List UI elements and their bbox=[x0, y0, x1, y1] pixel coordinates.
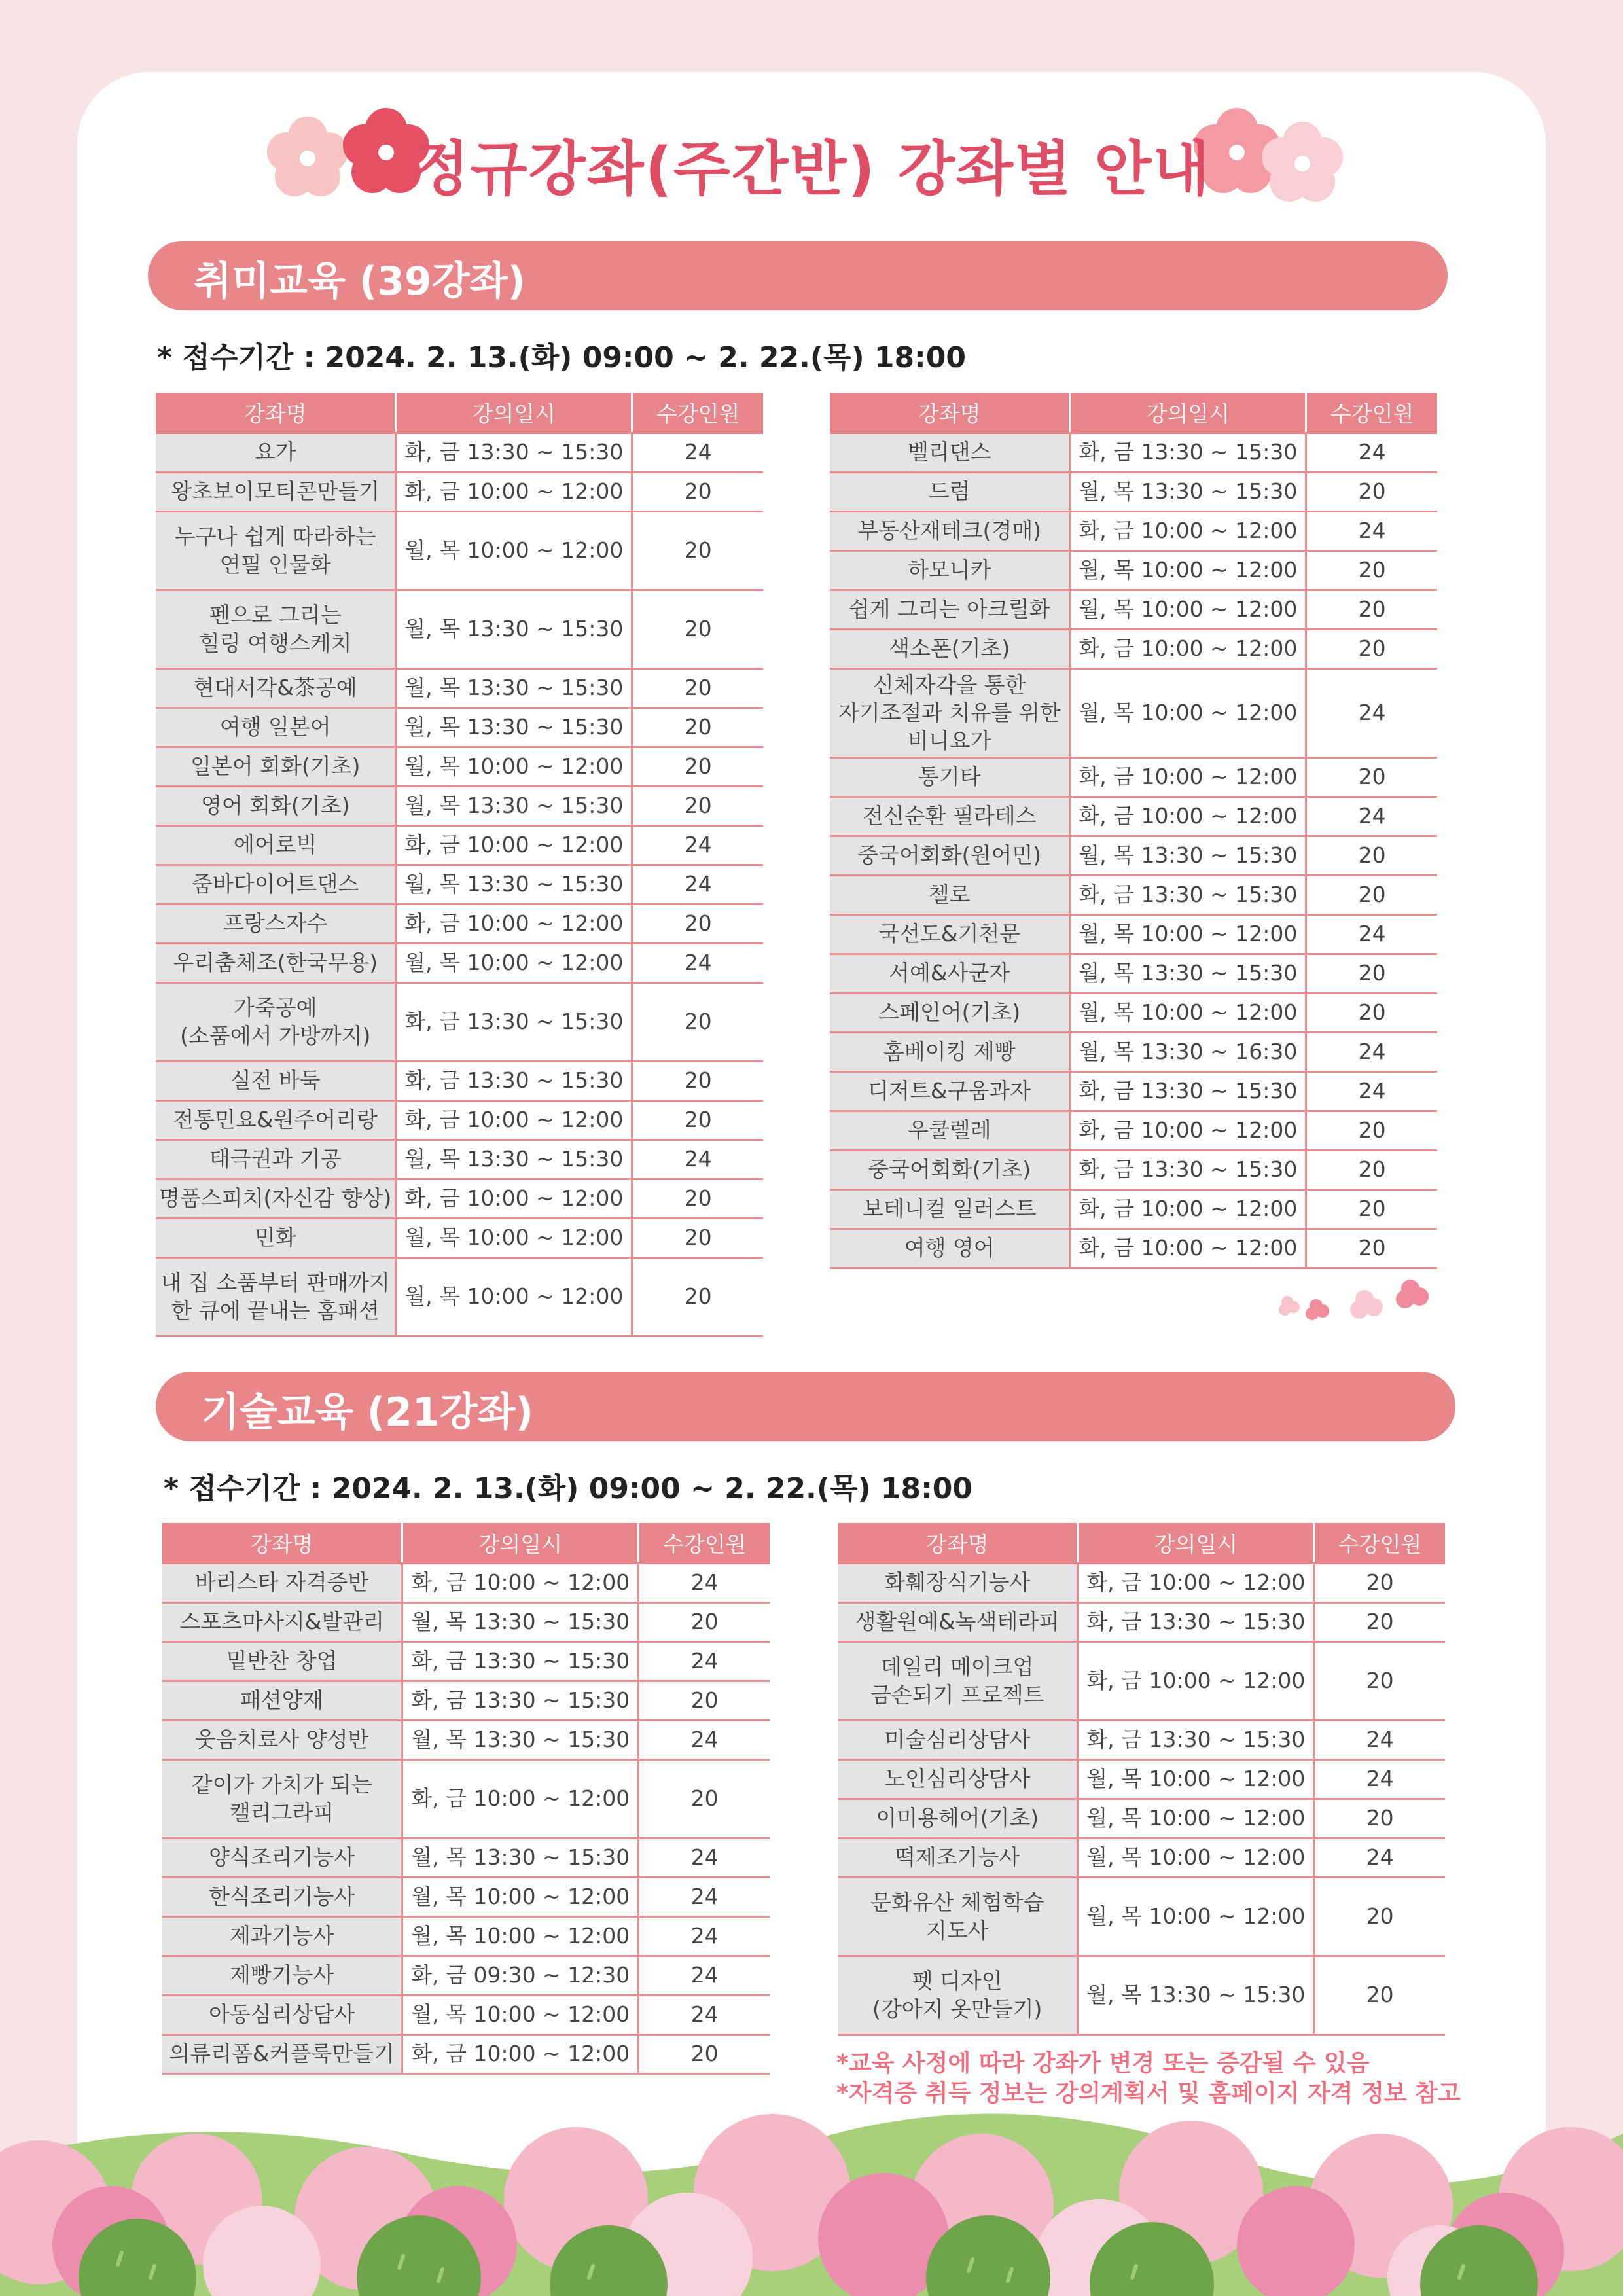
page-title: 정규강좌(주간반) 강좌별 안내 bbox=[412, 135, 1211, 204]
course-name: 한식조리기능사 bbox=[162, 1878, 402, 1917]
table-row bbox=[156, 1179, 763, 1219]
course-schedule: 월, 목 13:30 ~ 15:30 bbox=[396, 590, 632, 669]
course-schedule: 월, 목 10:00 ~ 12:00 bbox=[1078, 1799, 1314, 1839]
course-schedule: 월, 목 10:00 ~ 12:00 bbox=[402, 1996, 639, 2035]
col-header-name: 강좌명 bbox=[162, 1523, 402, 1564]
course-capacity: 20 bbox=[1306, 473, 1437, 512]
course-capacity: 20 bbox=[1306, 1111, 1437, 1151]
table-row bbox=[156, 1140, 763, 1179]
course-schedule: 월, 목 10:00 ~ 12:00 bbox=[402, 1917, 639, 1956]
course-name: 홈베이킹 제빵 bbox=[830, 1033, 1070, 1072]
table-row bbox=[830, 1151, 1437, 1190]
course-name: 밑반찬 창업 bbox=[162, 1642, 402, 1681]
section-header-hobby bbox=[148, 241, 1448, 310]
course-schedule: 화, 금 10:00 ~ 12:00 bbox=[1078, 1564, 1314, 1603]
table-row bbox=[162, 1878, 770, 1917]
course-name: 이미용헤어(기초) bbox=[838, 1799, 1078, 1839]
course-name: 제과기능사 bbox=[162, 1917, 402, 1956]
course-schedule: 월, 목 13:30 ~ 15:30 bbox=[396, 787, 632, 826]
course-capacity: 20 bbox=[632, 983, 763, 1062]
course-capacity: 20 bbox=[1306, 630, 1437, 669]
course-capacity: 20 bbox=[632, 1179, 763, 1219]
course-schedule: 화, 금 10:00 ~ 12:00 bbox=[396, 1179, 632, 1219]
course-name: 첼로 bbox=[830, 876, 1070, 915]
col-header-capacity: 수강인원 bbox=[1314, 1523, 1445, 1564]
course-schedule: 화, 금 10:00 ~ 12:00 bbox=[402, 2035, 639, 2074]
table-row bbox=[838, 1878, 1445, 1956]
course-name: 누구나 쉽게 따라하는 연필 인물화 bbox=[156, 512, 396, 590]
course-schedule: 화, 금 13:30 ~ 15:30 bbox=[396, 983, 632, 1062]
table-row bbox=[162, 1642, 770, 1681]
registration-period: * 접수기간 : 2024. 2. 13.(화) 09:00 ~ 2. 22.(목) 18:00 bbox=[157, 341, 966, 374]
course-name: 의류리폼&커플룩만들기 bbox=[162, 2035, 402, 2074]
table-row bbox=[830, 994, 1437, 1033]
course-schedule: 월, 목 13:30 ~ 15:30 bbox=[396, 708, 632, 747]
course-capacity: 24 bbox=[639, 1642, 770, 1681]
table-row bbox=[162, 1681, 770, 1721]
course-capacity: 20 bbox=[1306, 1151, 1437, 1190]
course-schedule: 월, 목 13:30 ~ 15:30 bbox=[396, 865, 632, 905]
course-schedule: 월, 목 10:00 ~ 12:00 bbox=[1078, 1760, 1314, 1799]
course-name: 현대서각&茶공예 bbox=[156, 669, 396, 708]
table-row bbox=[162, 1956, 770, 1996]
course-name: 보테니컬 일러스트 bbox=[830, 1190, 1070, 1229]
course-schedule: 월, 목 10:00 ~ 12:00 bbox=[1070, 915, 1306, 954]
col-header-capacity: 수강인원 bbox=[639, 1523, 770, 1564]
table-row bbox=[830, 473, 1437, 512]
course-name: 전신순환 필라테스 bbox=[830, 797, 1070, 836]
table-row bbox=[838, 1721, 1445, 1760]
course-capacity: 20 bbox=[1306, 590, 1437, 630]
course-schedule: 화, 금 10:00 ~ 12:00 bbox=[1070, 512, 1306, 551]
section-title: 기술교육 (21강좌) bbox=[202, 1390, 533, 1435]
course-schedule: 화, 금 10:00 ~ 12:00 bbox=[1070, 630, 1306, 669]
course-capacity: 24 bbox=[632, 433, 763, 473]
col-header-capacity: 수강인원 bbox=[632, 393, 763, 433]
course-schedule: 월, 목 10:00 ~ 12:00 bbox=[1070, 551, 1306, 590]
course-capacity: 24 bbox=[639, 1878, 770, 1917]
course-capacity: 24 bbox=[639, 1839, 770, 1878]
course-name: 생활원예&녹색테라피 bbox=[838, 1603, 1078, 1642]
course-schedule: 월, 목 13:30 ~ 15:30 bbox=[1070, 954, 1306, 994]
course-name: 웃음치료사 양성반 bbox=[162, 1721, 402, 1760]
course-capacity: 20 bbox=[639, 1681, 770, 1721]
course-table-tech-left bbox=[162, 1523, 770, 2075]
course-name: 디저트&구움과자 bbox=[830, 1072, 1070, 1111]
course-capacity: 24 bbox=[1306, 669, 1437, 758]
course-schedule: 화, 금 13:30 ~ 15:30 bbox=[1078, 1721, 1314, 1760]
table-row bbox=[162, 2035, 770, 2074]
course-name: 패션양재 bbox=[162, 1681, 402, 1721]
table-row bbox=[156, 473, 763, 512]
course-schedule: 월, 목 10:00 ~ 12:00 bbox=[1070, 994, 1306, 1033]
course-capacity: 24 bbox=[1306, 512, 1437, 551]
course-name: 에어로빅 bbox=[156, 826, 396, 865]
course-schedule: 월, 목 10:00 ~ 12:00 bbox=[1070, 590, 1306, 630]
table-row bbox=[156, 826, 763, 865]
course-schedule: 화, 금 10:00 ~ 12:00 bbox=[402, 1564, 639, 1603]
course-name: 제빵기능사 bbox=[162, 1956, 402, 1996]
course-capacity: 20 bbox=[632, 473, 763, 512]
course-capacity: 20 bbox=[632, 1258, 763, 1336]
course-name: 줌바다이어트댄스 bbox=[156, 865, 396, 905]
course-schedule: 월, 목 13:30 ~ 15:30 bbox=[402, 1603, 639, 1642]
section-header-tech bbox=[156, 1372, 1455, 1441]
course-capacity: 24 bbox=[1306, 1033, 1437, 1072]
table-row bbox=[162, 1721, 770, 1760]
table-row bbox=[830, 1190, 1437, 1229]
table-row bbox=[162, 1839, 770, 1878]
course-schedule: 월, 목 13:30 ~ 15:30 bbox=[402, 1721, 639, 1760]
course-name: 쉽게 그리는 아크릴화 bbox=[830, 590, 1070, 630]
course-name: 펫 디자인 (강아지 옷만들기) bbox=[838, 1956, 1078, 2035]
table-row bbox=[830, 512, 1437, 551]
table-row bbox=[830, 551, 1437, 590]
course-name: 실전 바둑 bbox=[156, 1062, 396, 1101]
course-name: 중국어회화(원어민) bbox=[830, 836, 1070, 876]
course-schedule: 화, 금 10:00 ~ 12:00 bbox=[1070, 797, 1306, 836]
course-name: 가죽공예 (소품에서 가방까지) bbox=[156, 983, 396, 1062]
course-capacity: 20 bbox=[1306, 551, 1437, 590]
table-row bbox=[162, 1760, 770, 1839]
course-schedule: 월, 목 10:00 ~ 12:00 bbox=[396, 1258, 632, 1336]
course-name: 왕초보이모티콘만들기 bbox=[156, 473, 396, 512]
course-capacity: 24 bbox=[639, 1996, 770, 2035]
course-schedule: 화, 금 10:00 ~ 12:00 bbox=[402, 1760, 639, 1839]
course-schedule: 화, 금 13:30 ~ 15:30 bbox=[396, 433, 632, 473]
course-schedule: 화, 금 10:00 ~ 12:00 bbox=[396, 1101, 632, 1140]
course-capacity: 20 bbox=[1314, 1956, 1445, 2035]
course-name: 우쿨렐레 bbox=[830, 1111, 1070, 1151]
course-schedule: 화, 금 13:30 ~ 15:30 bbox=[1070, 876, 1306, 915]
course-capacity: 24 bbox=[632, 1140, 763, 1179]
cherry-blossom-cluster-icon bbox=[1273, 1280, 1430, 1332]
course-capacity: 20 bbox=[632, 1219, 763, 1258]
course-name: 드럼 bbox=[830, 473, 1070, 512]
course-capacity: 24 bbox=[632, 865, 763, 905]
table-row bbox=[838, 1564, 1445, 1603]
col-header-time: 강의일시 bbox=[396, 393, 632, 433]
course-name: 같이가 가치가 되는 캘리그라피 bbox=[162, 1760, 402, 1839]
course-name: 스포츠마사지&발관리 bbox=[162, 1603, 402, 1642]
course-capacity: 24 bbox=[1306, 1072, 1437, 1111]
course-capacity: 20 bbox=[1306, 1190, 1437, 1229]
course-schedule: 화, 금 10:00 ~ 12:00 bbox=[396, 826, 632, 865]
course-schedule: 월, 목 13:30 ~ 16:30 bbox=[1070, 1033, 1306, 1072]
course-capacity: 24 bbox=[639, 1917, 770, 1956]
course-capacity: 20 bbox=[639, 1760, 770, 1839]
course-schedule: 화, 금 09:30 ~ 12:30 bbox=[402, 1956, 639, 1996]
course-capacity: 24 bbox=[639, 1721, 770, 1760]
course-schedule: 월, 목 13:30 ~ 15:30 bbox=[1078, 1956, 1314, 2035]
course-name: 데일리 메이크업 금손되기 프로젝트 bbox=[838, 1642, 1078, 1721]
course-schedule: 화, 금 13:30 ~ 15:30 bbox=[1070, 433, 1306, 473]
course-name: 통기타 bbox=[830, 758, 1070, 797]
course-name: 우리춤체조(한국무용) bbox=[156, 944, 396, 983]
course-schedule: 화, 금 10:00 ~ 12:00 bbox=[396, 473, 632, 512]
footnote: *교육 사정에 따라 강좌가 변경 또는 증감될 수 있음 bbox=[836, 2050, 1370, 2077]
table-row bbox=[156, 1219, 763, 1258]
table-row bbox=[830, 876, 1437, 915]
col-header-time: 강의일시 bbox=[1078, 1523, 1314, 1564]
course-name: 명품스피치(자신감 향상) bbox=[156, 1179, 396, 1219]
course-schedule: 화, 금 13:30 ~ 15:30 bbox=[402, 1681, 639, 1721]
course-capacity: 24 bbox=[1314, 1839, 1445, 1878]
course-schedule: 월, 목 13:30 ~ 15:30 bbox=[396, 669, 632, 708]
course-capacity: 20 bbox=[1306, 876, 1437, 915]
course-capacity: 20 bbox=[632, 669, 763, 708]
course-schedule: 월, 목 13:30 ~ 15:30 bbox=[396, 1140, 632, 1179]
table-row bbox=[830, 433, 1437, 473]
course-capacity: 20 bbox=[632, 1101, 763, 1140]
table-row bbox=[838, 1603, 1445, 1642]
table-row bbox=[156, 983, 763, 1062]
table-row bbox=[830, 669, 1437, 758]
table-row bbox=[156, 905, 763, 944]
course-capacity: 20 bbox=[1306, 954, 1437, 994]
table-row bbox=[156, 433, 763, 473]
course-name: 서예&사군자 bbox=[830, 954, 1070, 994]
course-capacity: 24 bbox=[1314, 1760, 1445, 1799]
col-header-time: 강의일시 bbox=[1070, 393, 1306, 433]
course-name: 전통민요&원주어리랑 bbox=[156, 1101, 396, 1140]
table-row bbox=[838, 1839, 1445, 1878]
course-name: 바리스타 자격증반 bbox=[162, 1564, 402, 1603]
course-name: 요가 bbox=[156, 433, 396, 473]
table-row bbox=[156, 590, 763, 669]
course-capacity: 20 bbox=[1314, 1564, 1445, 1603]
course-name: 부동산재테크(경매) bbox=[830, 512, 1070, 551]
table-row bbox=[156, 1101, 763, 1140]
course-name: 프랑스자수 bbox=[156, 905, 396, 944]
course-schedule: 화, 금 10:00 ~ 12:00 bbox=[1070, 1111, 1306, 1151]
table-row bbox=[830, 1229, 1437, 1268]
course-schedule: 월, 목 10:00 ~ 12:00 bbox=[1078, 1878, 1314, 1956]
course-name: 일본어 회화(기초) bbox=[156, 747, 396, 787]
course-schedule: 월, 목 10:00 ~ 12:00 bbox=[396, 1219, 632, 1258]
course-capacity: 20 bbox=[632, 747, 763, 787]
course-capacity: 20 bbox=[1306, 994, 1437, 1033]
table-row bbox=[156, 944, 763, 983]
section-title: 취미교육 (39강좌) bbox=[194, 259, 526, 304]
course-capacity: 24 bbox=[632, 826, 763, 865]
course-capacity: 20 bbox=[1314, 1799, 1445, 1839]
course-schedule: 화, 금 10:00 ~ 12:00 bbox=[1070, 758, 1306, 797]
table-row bbox=[838, 1760, 1445, 1799]
table-row bbox=[830, 797, 1437, 836]
course-schedule: 월, 목 10:00 ~ 12:00 bbox=[396, 747, 632, 787]
table-row bbox=[830, 1111, 1437, 1151]
course-schedule: 화, 금 10:00 ~ 12:00 bbox=[396, 905, 632, 944]
table-row bbox=[156, 787, 763, 826]
table-row bbox=[830, 954, 1437, 994]
course-table-hobby-right bbox=[830, 393, 1437, 1269]
course-name: 문화유산 체험학습 지도사 bbox=[838, 1878, 1078, 1956]
course-capacity: 20 bbox=[632, 905, 763, 944]
course-schedule: 월, 목 13:30 ~ 15:30 bbox=[1070, 836, 1306, 876]
table-row bbox=[838, 1799, 1445, 1839]
course-capacity: 20 bbox=[1306, 1229, 1437, 1268]
course-capacity: 24 bbox=[639, 1956, 770, 1996]
course-capacity: 20 bbox=[639, 2035, 770, 2074]
course-schedule: 화, 금 13:30 ~ 15:30 bbox=[1070, 1151, 1306, 1190]
course-capacity: 20 bbox=[632, 512, 763, 590]
course-capacity: 20 bbox=[632, 590, 763, 669]
course-schedule: 화, 금 10:00 ~ 12:00 bbox=[1070, 1229, 1306, 1268]
course-capacity: 20 bbox=[639, 1603, 770, 1642]
course-name: 스페인어(기초) bbox=[830, 994, 1070, 1033]
course-capacity: 24 bbox=[1306, 433, 1437, 473]
course-capacity: 24 bbox=[1314, 1721, 1445, 1760]
table-row bbox=[830, 836, 1437, 876]
course-capacity: 24 bbox=[639, 1564, 770, 1603]
course-name: 하모니카 bbox=[830, 551, 1070, 590]
col-header-capacity: 수강인원 bbox=[1306, 393, 1437, 433]
col-header-name: 강좌명 bbox=[838, 1523, 1078, 1564]
course-name: 색소폰(기초) bbox=[830, 630, 1070, 669]
table-row bbox=[156, 669, 763, 708]
table-row bbox=[156, 708, 763, 747]
table-row bbox=[838, 1642, 1445, 1721]
table-row bbox=[156, 865, 763, 905]
table-row bbox=[156, 1258, 763, 1336]
course-name: 떡제조기능사 bbox=[838, 1839, 1078, 1878]
table-row bbox=[162, 1603, 770, 1642]
table-row bbox=[156, 747, 763, 787]
table-row bbox=[830, 758, 1437, 797]
course-schedule: 화, 금 10:00 ~ 12:00 bbox=[1078, 1642, 1314, 1721]
registration-period: * 접수기간 : 2024. 2. 13.(화) 09:00 ~ 2. 22.(목) 18:00 bbox=[164, 1472, 972, 1505]
col-header-name: 강좌명 bbox=[830, 393, 1070, 433]
course-capacity: 24 bbox=[632, 944, 763, 983]
course-schedule: 월, 목 13:30 ~ 15:30 bbox=[1070, 473, 1306, 512]
course-name: 중국어회화(기초) bbox=[830, 1151, 1070, 1190]
course-capacity: 20 bbox=[1314, 1603, 1445, 1642]
course-name: 영어 회화(기초) bbox=[156, 787, 396, 826]
course-capacity: 20 bbox=[1314, 1642, 1445, 1721]
course-schedule: 화, 금 13:30 ~ 15:30 bbox=[1078, 1603, 1314, 1642]
table-row bbox=[830, 1033, 1437, 1072]
course-schedule: 월, 목 10:00 ~ 12:00 bbox=[402, 1878, 639, 1917]
course-name: 민화 bbox=[156, 1219, 396, 1258]
col-header-name: 강좌명 bbox=[156, 393, 396, 433]
course-name: 벨리댄스 bbox=[830, 433, 1070, 473]
flower-hill-decoration bbox=[0, 2081, 1623, 2296]
table-row bbox=[162, 1917, 770, 1956]
course-name: 국선도&기천문 bbox=[830, 915, 1070, 954]
course-schedule: 월, 목 10:00 ~ 12:00 bbox=[1078, 1839, 1314, 1878]
course-name: 태극권과 기공 bbox=[156, 1140, 396, 1179]
course-table-hobby-left bbox=[156, 393, 763, 1337]
course-name: 내 집 소품부터 판매까지 한 큐에 끝내는 홈패션 bbox=[156, 1258, 396, 1336]
table-row bbox=[838, 1956, 1445, 2035]
course-capacity: 24 bbox=[1306, 797, 1437, 836]
course-capacity: 20 bbox=[632, 708, 763, 747]
course-schedule: 화, 금 13:30 ~ 15:30 bbox=[402, 1642, 639, 1681]
course-name: 미술심리상담사 bbox=[838, 1721, 1078, 1760]
course-schedule: 월, 목 10:00 ~ 12:00 bbox=[1070, 669, 1306, 758]
course-name: 여행 영어 bbox=[830, 1229, 1070, 1268]
course-name: 화훼장식기능사 bbox=[838, 1564, 1078, 1603]
table-row bbox=[830, 1072, 1437, 1111]
course-name: 아동심리상담사 bbox=[162, 1996, 402, 2035]
course-capacity: 20 bbox=[1306, 836, 1437, 876]
table-row bbox=[830, 630, 1437, 669]
course-schedule: 화, 금 13:30 ~ 15:30 bbox=[396, 1062, 632, 1101]
table-row bbox=[162, 1564, 770, 1603]
course-schedule: 월, 목 10:00 ~ 12:00 bbox=[396, 512, 632, 590]
course-capacity: 20 bbox=[632, 787, 763, 826]
table-row bbox=[156, 512, 763, 590]
course-capacity: 20 bbox=[1306, 758, 1437, 797]
table-row bbox=[162, 1996, 770, 2035]
course-name: 노인심리상담사 bbox=[838, 1760, 1078, 1799]
course-schedule: 화, 금 10:00 ~ 12:00 bbox=[1070, 1190, 1306, 1229]
table-row bbox=[830, 590, 1437, 630]
table-row bbox=[156, 1062, 763, 1101]
table-row bbox=[830, 915, 1437, 954]
course-name: 양식조리기능사 bbox=[162, 1839, 402, 1878]
course-name: 여행 일본어 bbox=[156, 708, 396, 747]
course-capacity: 20 bbox=[632, 1062, 763, 1101]
course-name: 펜으로 그리는 힐링 여행스케치 bbox=[156, 590, 396, 669]
course-schedule: 화, 금 13:30 ~ 15:30 bbox=[1070, 1072, 1306, 1111]
course-schedule: 월, 목 13:30 ~ 15:30 bbox=[402, 1839, 639, 1878]
footnote: *자격증 취득 정보는 강의계획서 및 홈페이지 자격 정보 참고 bbox=[836, 2080, 1461, 2107]
course-name: 신체자각을 통한 자기조절과 치유를 위한 비니요가 bbox=[830, 669, 1070, 758]
col-header-time: 강의일시 bbox=[402, 1523, 639, 1564]
course-capacity: 20 bbox=[1314, 1878, 1445, 1956]
course-schedule: 월, 목 10:00 ~ 12:00 bbox=[396, 944, 632, 983]
course-table-tech-right bbox=[838, 1523, 1445, 2036]
course-capacity: 24 bbox=[1306, 915, 1437, 954]
